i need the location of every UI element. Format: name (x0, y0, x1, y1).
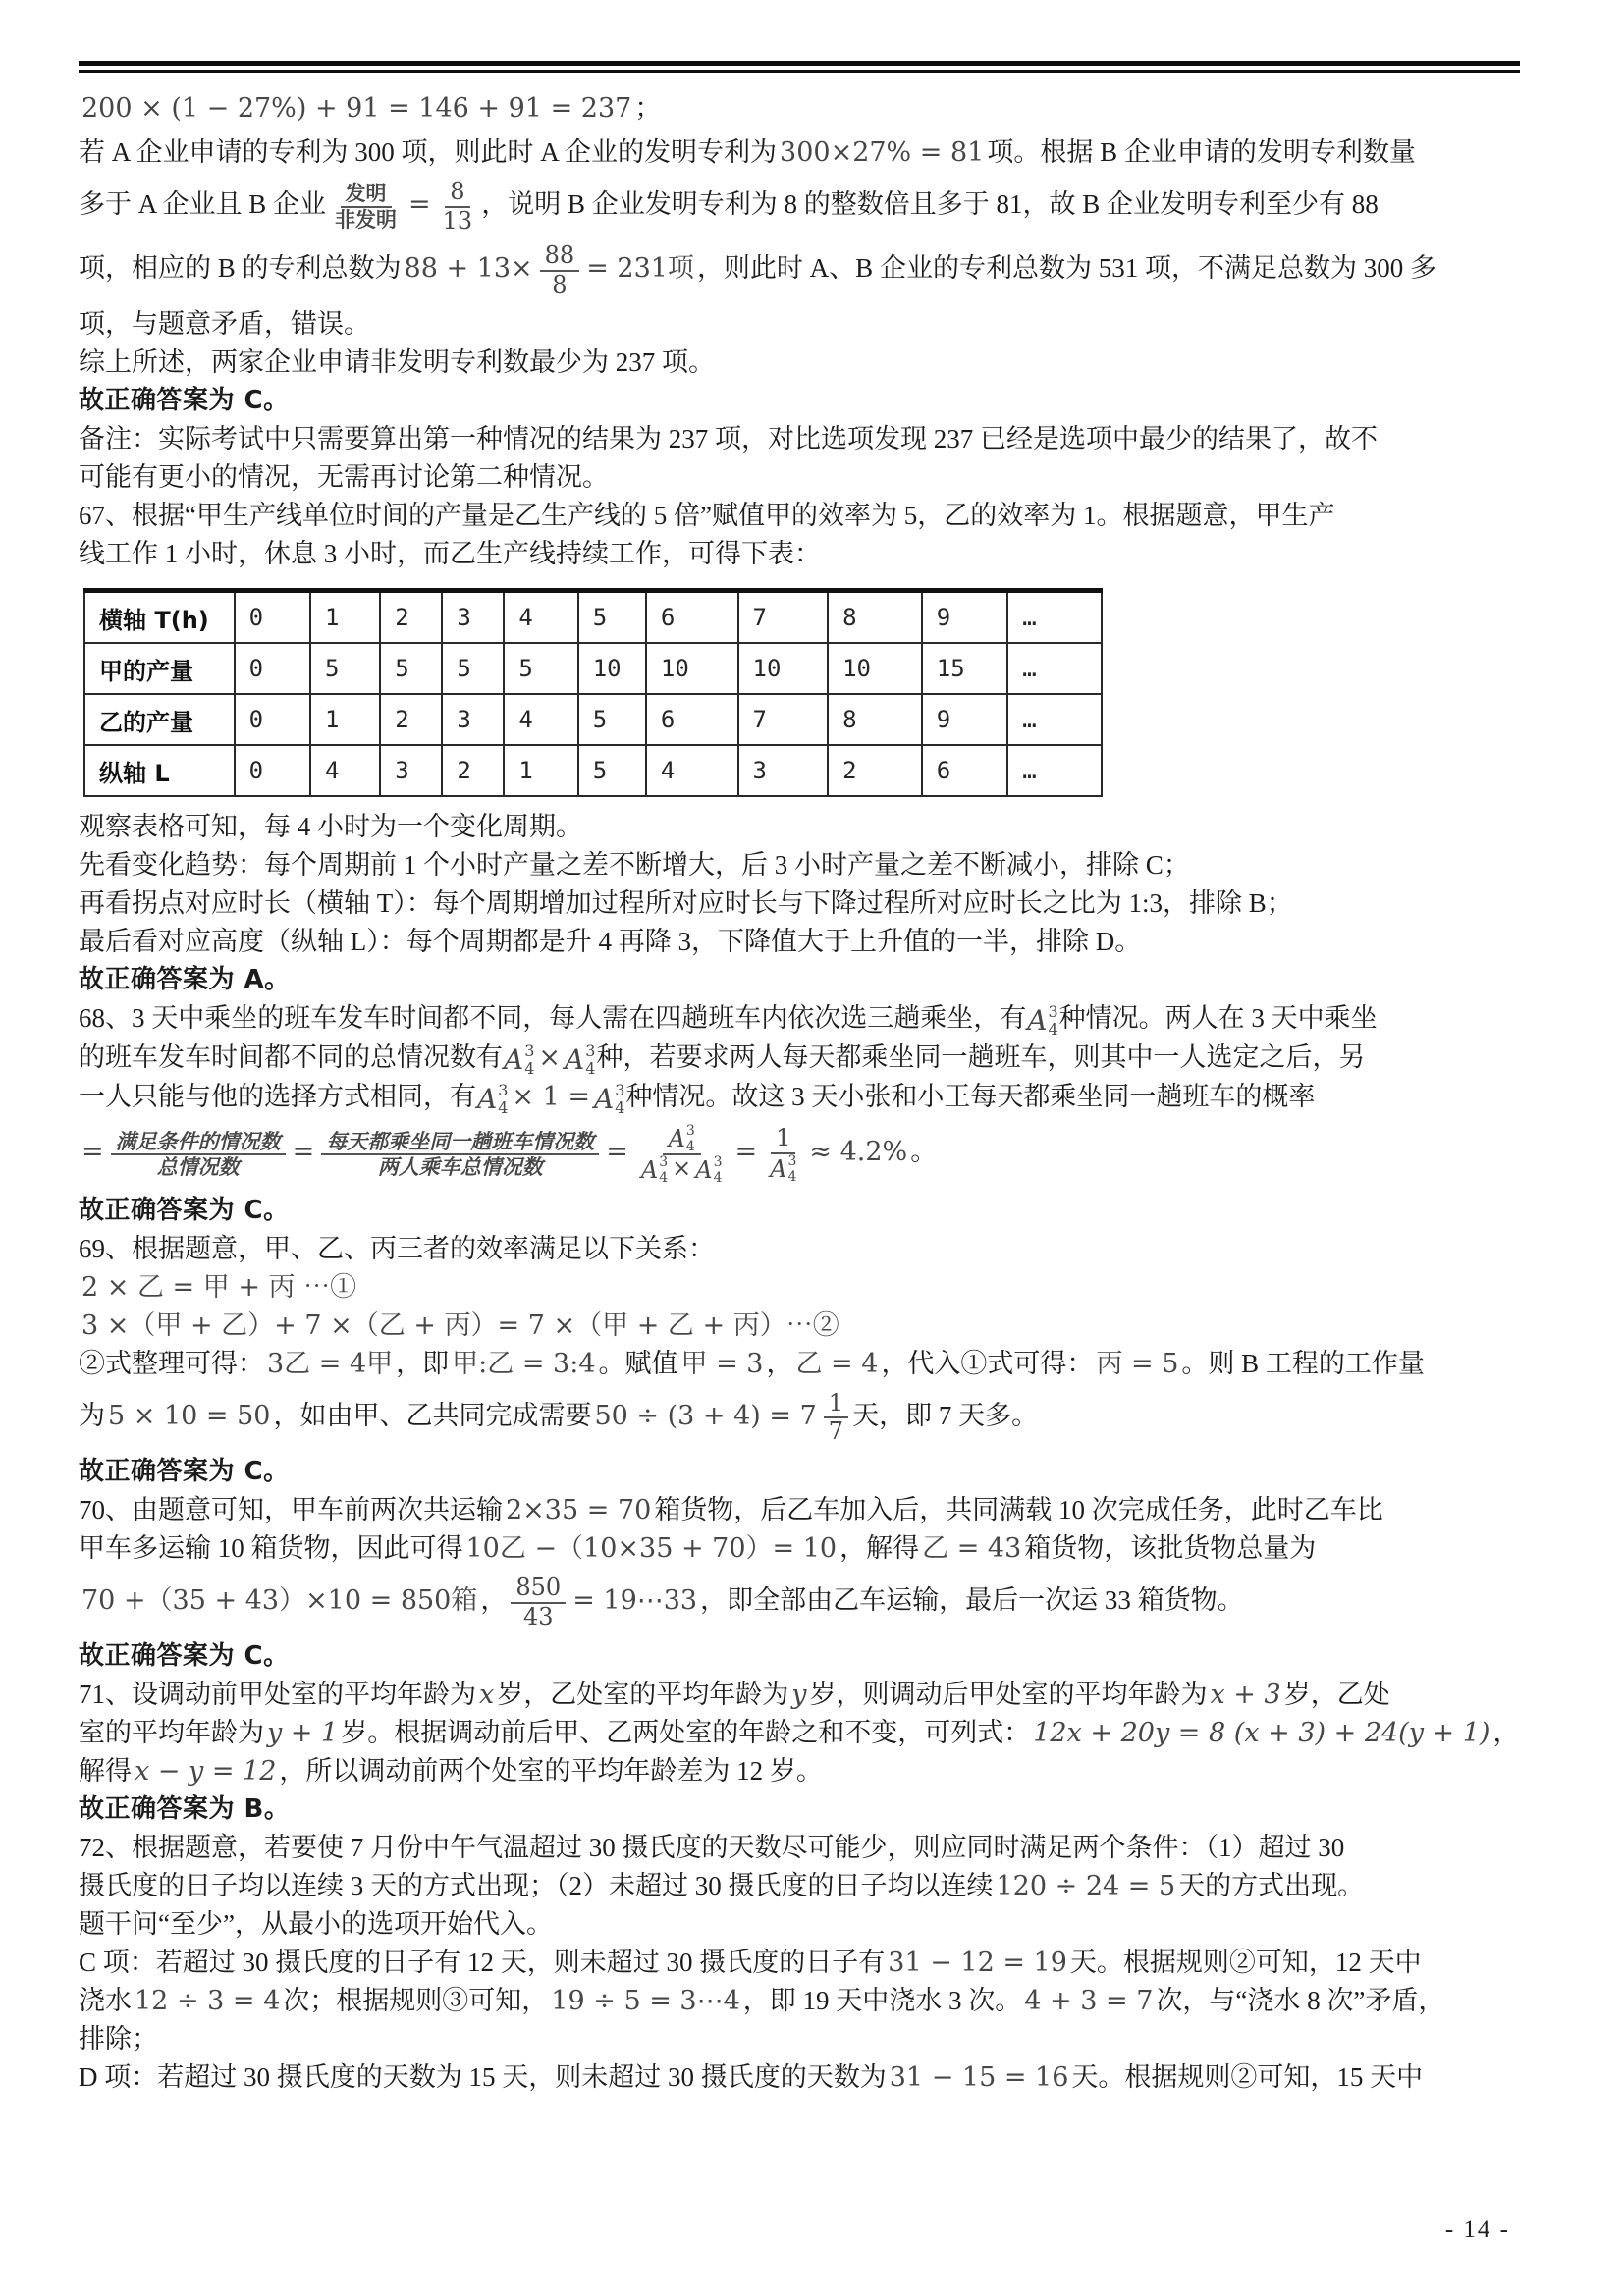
symbol-scripts (787, 1154, 796, 1184)
permutation-symbol (640, 1155, 669, 1185)
permutation-symbol (476, 1080, 509, 1117)
symbol-base: A (565, 1042, 585, 1076)
table-cell: 9 (922, 694, 1008, 745)
permutation-symbol (1026, 1004, 1058, 1038)
text-line (79, 924, 1551, 960)
text-run: 线工作 1 小时，休息 3 小时，而乙生产线持续工作，可得下表： (79, 539, 821, 569)
fraction-numerator: 1 (771, 1125, 795, 1154)
text-run: 岁，乙处室的平均年龄为 (497, 1680, 789, 1710)
text-run: 。则 B 工程的工作量 (1181, 1348, 1425, 1378)
symbol-scripts (714, 1155, 723, 1185)
text-run: 次，与“浇水 8 次”矛盾， (1156, 1986, 1445, 2016)
superscript: 3 (787, 1152, 797, 1169)
text-line (79, 421, 1551, 457)
text-run: 故正确答案为 C。 (79, 1195, 290, 1225)
text-line (79, 242, 1551, 298)
answer-line (79, 1193, 1551, 1229)
text-run: ， (766, 1348, 793, 1378)
table-cell: 4 (504, 694, 577, 745)
text-run: 故正确答案为 B。 (79, 1794, 291, 1825)
text-run: ，代入①式可得： (881, 1348, 1094, 1378)
text-line (79, 1530, 1551, 1567)
math-run: 12x + 20y = 8 (x + 3) + 24(y + 1) (1033, 1718, 1490, 1749)
table-row-label: 横轴 T(h) (84, 591, 235, 644)
page-number: - 14 - (1444, 2216, 1510, 2243)
table-cell: 10 (828, 643, 922, 694)
math-run: = (292, 1136, 315, 1167)
math-run: 乙 = 4 (795, 1348, 879, 1379)
text-line (79, 1390, 1551, 1446)
fraction-numerator: 88 (540, 242, 580, 272)
table-cell: 10 (646, 643, 738, 694)
math-run: 3乙 = 4甲 (267, 1348, 394, 1379)
table-cell: 10 (738, 643, 829, 694)
superscript: 3 (615, 1080, 625, 1099)
superscript: 3 (685, 1122, 695, 1139)
text-line (79, 1346, 1551, 1382)
fraction-formula (107, 1130, 290, 1179)
math-run: 2×35 = 70 (506, 1494, 652, 1525)
symbol-scripts (524, 1043, 534, 1077)
text-run: 68、3 天中乘坐的班车发车时间都不同，每人需在四趟班车内依次选三趟乘坐，有 (79, 1003, 1027, 1034)
text-line (79, 459, 1551, 496)
math-run: x − y = 12 (135, 1756, 277, 1788)
math-run: = (81, 1136, 104, 1167)
text-line (79, 2059, 1551, 2096)
document-body (79, 90, 1551, 2096)
math-run: 12 ÷ 3 = 4 (135, 1986, 281, 2017)
text-run: 天的方式出现。 (1178, 1871, 1365, 1901)
text-run: C 项：若超过 30 摄氏度的日子有 12 天，则未超过 30 摄氏度的日子有 (79, 1948, 886, 1978)
text-run: ，即 (396, 1348, 450, 1378)
text-run: ②式整理可得： (79, 1348, 264, 1378)
math-run: = 19⋯33 (572, 1584, 698, 1616)
math-run: = (606, 1136, 628, 1167)
text-run: 浇水 (79, 1986, 132, 2016)
text-run: ， (480, 1584, 508, 1615)
text-run: ，解得 (839, 1532, 920, 1563)
math-run: 88 + 13× (404, 252, 533, 284)
text-run: 再看拐点对应时长（横轴 T）：每个周期增加过程所对应时长与下降过程所对应时长之比为 1:3，排除 B； (79, 888, 1293, 919)
fraction-denominator: 两人乘车总情况数 (377, 1153, 543, 1179)
math-run: 200 × (1 − 27%) + 91 = 146 + 91 = 237 (81, 93, 632, 124)
table-cell: 9 (922, 591, 1008, 644)
superscript: 3 (498, 1080, 509, 1099)
text-line (79, 1231, 1551, 1267)
symbol-base: A (1027, 1004, 1048, 1038)
fraction-formula (434, 179, 482, 235)
table-cell: 1 (310, 591, 380, 644)
text-run: 69、根据题意，甲、乙、丙三者的效率满足以下关系： (79, 1233, 715, 1263)
table-cell: 5 (310, 643, 380, 694)
table-row-label: 甲的产量 (84, 643, 235, 694)
answer-line (79, 962, 1551, 998)
text-line (79, 1040, 1551, 1077)
text-run: 岁，则调动后甲处室的平均年龄为 (809, 1680, 1208, 1710)
symbol-base: A (668, 1124, 685, 1152)
text-run: 室的平均年龄为 (79, 1718, 264, 1748)
text-line (79, 1079, 1551, 1116)
table-cell: 5 (578, 745, 646, 796)
table-cell: 4 (646, 745, 738, 796)
math-run: 10乙 −（10×35 + 70）= 10 (465, 1532, 838, 1564)
table-cell: 0 (235, 643, 310, 694)
table-cell: … (1007, 591, 1102, 644)
text-run: 箱货物，该批货物总量为 (1024, 1532, 1317, 1563)
text-line (79, 1124, 1551, 1185)
table-cell: 6 (922, 745, 1008, 796)
math-run: x (479, 1680, 495, 1711)
subscript: 4 (615, 1097, 625, 1117)
fraction-denominator: 总情况数 (156, 1153, 240, 1179)
table-cell: 6 (646, 694, 738, 745)
math-run: = (734, 1136, 758, 1167)
text-run: 故正确答案为 C。 (79, 1641, 290, 1672)
superscript: 3 (659, 1153, 669, 1170)
permutation-symbol (694, 1155, 723, 1185)
text-run: ，则此时 A、B 企业的专利总数为 531 项，不满足总数为 300 多 (696, 252, 1436, 283)
header-divider-rule (79, 61, 1520, 73)
symbol-scripts (1048, 1004, 1057, 1038)
table-cell: 0 (235, 591, 310, 644)
table-row (84, 591, 1102, 644)
superscript: 3 (585, 1041, 596, 1060)
table-cell: 10 (578, 643, 646, 694)
text-line (79, 1906, 1551, 1943)
text-line (79, 1308, 1551, 1344)
text-run: 多于 A 企业且 B 企业 (79, 188, 327, 219)
subscript: 4 (498, 1097, 509, 1117)
fraction-formula (326, 182, 406, 231)
text-run: ， (1492, 1718, 1520, 1748)
text-run: ； (634, 93, 662, 123)
text-run: 排除； (79, 2024, 158, 2055)
math-run: 2 × 乙 = 甲 + 丙 ⋯① (81, 1271, 357, 1303)
text-run: 天。根据规则②可知，12 天中 (1069, 1948, 1422, 1978)
permutation-symbol (503, 1043, 535, 1077)
symbol-scripts (585, 1043, 595, 1077)
table-cell: 8 (828, 591, 922, 644)
subscript: 4 (1048, 1020, 1058, 1040)
fraction-denominator (764, 1154, 802, 1184)
text-run: 甲车多运输 10 箱货物，因此可得 (79, 1532, 463, 1563)
text-run: 故正确答案为 A。 (79, 965, 291, 995)
text-run: ，所以调动前两个处室的平均年龄差为 12 岁。 (279, 1756, 823, 1787)
subscript: 4 (713, 1169, 723, 1186)
text-run: 箱货物，后乙车加入后，共同满载 10 次完成任务，此时乙车比 (654, 1494, 1383, 1524)
symbol-base: A (504, 1042, 524, 1076)
table-row-label: 乙的产量 (84, 694, 235, 745)
fraction-numerator: 8 (445, 179, 469, 208)
math-run: 甲:乙 = 3:4 (452, 1348, 596, 1379)
symbol-scripts (659, 1155, 668, 1185)
fraction-numerator: 每天都乘坐同一趟班车情况数 (321, 1130, 599, 1155)
math-run: = 231项 (586, 252, 694, 284)
text-line (79, 90, 1551, 127)
text-line (79, 1000, 1551, 1038)
answer-line (79, 1638, 1551, 1675)
text-line (79, 536, 1551, 572)
math-run: = (408, 188, 431, 220)
text-run: 67、根据“甲生产线单位时间的产量是乙生产线的 5 倍”赋值甲的效率为 5，乙的效率为 1。根据题意，甲生产 (79, 501, 1335, 531)
text-run: 天。根据规则②可知，15 天中 (1071, 2062, 1424, 2093)
text-line (79, 134, 1551, 171)
fraction-numerator: 满足条件的情况数 (111, 1130, 286, 1155)
text-line (79, 2021, 1551, 2057)
math-run: 31 − 12 = 19 (888, 1948, 1067, 1979)
table-cell: 5 (442, 643, 504, 694)
text-run: 若 A 企业申请的专利为 300 项，则此时 A 企业的发明专利为 (79, 137, 778, 167)
permutation-symbol (564, 1043, 596, 1077)
fraction-denominator: 8 (552, 270, 568, 298)
text-run: 71、设调动前甲处室的平均年龄为 (79, 1680, 476, 1710)
math-run: 3 ×（甲 + 乙）+ 7 ×（乙 + 丙）= 7 ×（甲 + 乙 + 丙）⋯② (81, 1309, 839, 1341)
text-run: 岁。根据调动前后甲、乙两处室的年龄之和不变，可列式： (341, 1718, 1031, 1748)
math-run: × (538, 1042, 562, 1074)
text-line (79, 885, 1551, 922)
text-line (79, 847, 1551, 883)
text-run: 项，相应的 B 的专利总数为 (79, 252, 402, 283)
table-cell: … (1007, 745, 1102, 796)
fraction-denominator: 7 (828, 1417, 844, 1446)
text-line (79, 1492, 1551, 1528)
fraction-formula (760, 1125, 806, 1184)
table-cell: 7 (738, 591, 829, 644)
text-line (79, 179, 1551, 235)
math-run: 5 × 10 = 50 (108, 1400, 271, 1431)
table-cell: 7 (738, 694, 829, 745)
symbol-base: A (594, 1082, 615, 1115)
subscript: 4 (585, 1058, 596, 1078)
math-run: 4 + 3 = 7 (1024, 1986, 1154, 2017)
text-run: 种，若要求两人每天都乘坐同一趟班车，则其中一人选定之后，另 (596, 1042, 1366, 1073)
table-cell: 5 (380, 643, 442, 694)
text-run: 摄氏度的日子均以连续 3 天的方式出现；（2）未超过 30 摄氏度的日子均以连续 (79, 1871, 994, 1901)
superscript: 3 (1048, 1002, 1058, 1022)
permutation-symbol (593, 1080, 625, 1117)
text-line (79, 306, 1551, 343)
table-cell: … (1007, 643, 1102, 694)
fraction-denominator (635, 1155, 729, 1185)
table-row (84, 643, 1102, 694)
fraction-numerator: 发明 (341, 182, 392, 207)
table-cell: … (1007, 694, 1102, 745)
symbol-base: A (640, 1155, 659, 1184)
subscript: 4 (787, 1168, 797, 1185)
table-cell: 1 (504, 745, 577, 796)
math-run: x + 3 (1210, 1680, 1281, 1711)
fraction-denominator: 43 (523, 1602, 554, 1630)
text-run: 次；根据规则③可知， (283, 1986, 549, 2016)
text-line (79, 1753, 1551, 1789)
text-run: 备注：实际考试中只需要算出第一种情况的结果为 237 项，对比选项发现 237 已经是选项中最少的结果了，故不 (79, 424, 1378, 454)
subscript: 4 (659, 1169, 669, 1186)
text-run: 项。根据 B 企业申请的发明专利数量 (987, 137, 1416, 167)
text-line (79, 1830, 1551, 1866)
text-run: 岁，乙处 (1283, 1680, 1390, 1710)
table-cell: 0 (235, 745, 310, 796)
table-row (84, 745, 1102, 796)
math-run: × 1 = (512, 1081, 591, 1112)
text-run: 的班车发车时间都不同的总情况数有 (79, 1042, 503, 1073)
symbol-scripts (686, 1124, 695, 1153)
fraction-numerator: 1 (824, 1390, 848, 1419)
math-run: y (791, 1680, 807, 1711)
table-row (84, 694, 1102, 745)
text-line (79, 345, 1551, 381)
text-run: 为 (79, 1400, 105, 1430)
symbol-scripts (615, 1080, 625, 1117)
text-run: 综上所述，两家企业申请非发明专利数最少为 237 项。 (79, 347, 715, 378)
symbol-base: A (770, 1154, 787, 1183)
fraction-formula (820, 1390, 852, 1446)
text-run: 种情况。两人在 3 天中乘坐 (1058, 1003, 1378, 1034)
table-cell: 3 (442, 591, 504, 644)
text-run: 最后看对应高度（纵轴 L）：每个周期都是升 4 再降 3，下降值大于上升值的一半，排除 D。 (79, 927, 1142, 957)
table-cell: 5 (578, 591, 646, 644)
table-cell: 2 (380, 591, 442, 644)
production-table (83, 588, 1103, 797)
fraction-formula (507, 1575, 569, 1630)
math-run: 31 − 15 = 16 (889, 2062, 1069, 2094)
table-cell: 8 (828, 694, 922, 745)
table-cell: 6 (646, 591, 738, 644)
text-line (79, 1715, 1551, 1751)
text-line (79, 1945, 1551, 1981)
math-run: 300×27% = 81 (780, 137, 985, 168)
text-run: 70、由题意可知，甲车前两次共运输 (79, 1494, 503, 1524)
math-run: 70 +（35 + 43）×10 = 850箱 (81, 1584, 478, 1616)
text-run: ，说明 B 企业发明专利为 8 的整数倍且多于 81，故 B 企业发明专利至少有 88 (481, 188, 1379, 219)
text-run: 一人只能与他的选择方式相同，有 (79, 1081, 476, 1111)
symbol-base: A (695, 1155, 713, 1184)
math-run: ≈ 4.2% (809, 1136, 908, 1167)
text-run: 先看变化趋势：每个周期前 1 个小时产量之差不断增大，后 3 小时产量之差不断减小，排除 C； (79, 850, 1190, 881)
text-run: 解得 (79, 1756, 132, 1787)
fraction-numerator: 850 (511, 1575, 566, 1604)
table-cell: 5 (504, 643, 577, 694)
text-run: ，即全部由乙车运输，最后一次运 33 箱货物。 (700, 1584, 1244, 1615)
symbol-scripts (498, 1080, 509, 1117)
text-run: D 项：若超过 30 摄氏度的天数为 15 天，则未超过 30 摄氏度的天数为 (79, 2062, 887, 2093)
text-run: 故正确答案为 C。 (79, 1456, 290, 1486)
answer-line (79, 1791, 1551, 1828)
text-run: 。 (910, 1136, 938, 1166)
text-run: 观察表格可知，每 4 小时为一个变化周期。 (79, 812, 582, 842)
fraction-formula (631, 1124, 732, 1185)
fraction-denominator: 13 (442, 206, 473, 235)
fraction-formula (317, 1130, 603, 1179)
text-run: 项，与题意矛盾，错误。 (79, 309, 370, 340)
subscript: 4 (685, 1138, 695, 1154)
superscript: 3 (713, 1153, 723, 1170)
text-line (79, 1269, 1551, 1306)
table-cell: 4 (310, 745, 380, 796)
table-cell: 1 (310, 694, 380, 745)
text-run: ，即 19 天中浇水 3 次。 (742, 1986, 1022, 2016)
table-cell: 15 (922, 643, 1008, 694)
table-cell: 3 (442, 694, 504, 745)
table-cell: 5 (578, 694, 646, 745)
math-run: 甲 = 3 (680, 1348, 764, 1379)
table-row-label: 纵轴 L (84, 745, 235, 796)
permutation-symbol (668, 1124, 696, 1153)
text-line (79, 498, 1551, 534)
fraction-formula (536, 242, 584, 298)
permutation-symbol (769, 1154, 797, 1184)
table-cell: 2 (442, 745, 504, 796)
table-cell: 3 (738, 745, 829, 796)
math-run: 19 ÷ 5 = 3⋯4 (551, 1986, 740, 2017)
math-run: 丙 = 5 (1096, 1348, 1179, 1379)
text-run: 可能有更小的情况，无需再讨论第二种情况。 (79, 462, 609, 493)
subscript: 4 (524, 1058, 535, 1078)
table-cell: 3 (380, 745, 442, 796)
text-run: 题干问“至少”，从最小的选项开始代入。 (79, 1909, 553, 1940)
text-run: 种情况。故这 3 天小张和小王每天都乘坐同一趟班车的概率 (625, 1081, 1316, 1111)
answer-line (79, 383, 1551, 419)
text-run: 。赋值 (598, 1348, 678, 1378)
text-line (79, 1983, 1551, 2019)
math-run: 乙 = 43 (922, 1532, 1022, 1564)
text-run: 故正确答案为 C。 (79, 386, 290, 416)
text-line (79, 1868, 1551, 1904)
text-line (79, 1575, 1551, 1630)
math-run: × (672, 1154, 692, 1183)
answer-line (79, 1454, 1551, 1490)
text-line (79, 809, 1551, 845)
table-cell: 2 (380, 694, 442, 745)
fraction-numerator (663, 1124, 701, 1155)
fraction-denominator: 非发明 (335, 206, 398, 232)
document-content (0, 61, 1624, 2096)
text-line (79, 1677, 1551, 1713)
text-run: ，如由甲、乙共同完成需要 (273, 1400, 592, 1430)
table-cell: 0 (235, 694, 310, 745)
text-run: 72、根据题意，若要使 7 月份中午气温超过 30 摄氏度的天数尽可能少，则应同时满足两个条件：（1）超过 30 (79, 1833, 1345, 1863)
superscript: 3 (524, 1041, 535, 1060)
math-run: 50 ÷ (3 + 4) = 7 (594, 1400, 817, 1431)
math-run: 120 ÷ 24 = 5 (996, 1871, 1176, 1902)
text-run: 天，即 7 天多。 (852, 1400, 1039, 1430)
math-run: y + 1 (267, 1718, 339, 1749)
table-cell: 4 (504, 591, 577, 644)
symbol-base: A (477, 1082, 498, 1115)
table-cell: 2 (828, 745, 922, 796)
